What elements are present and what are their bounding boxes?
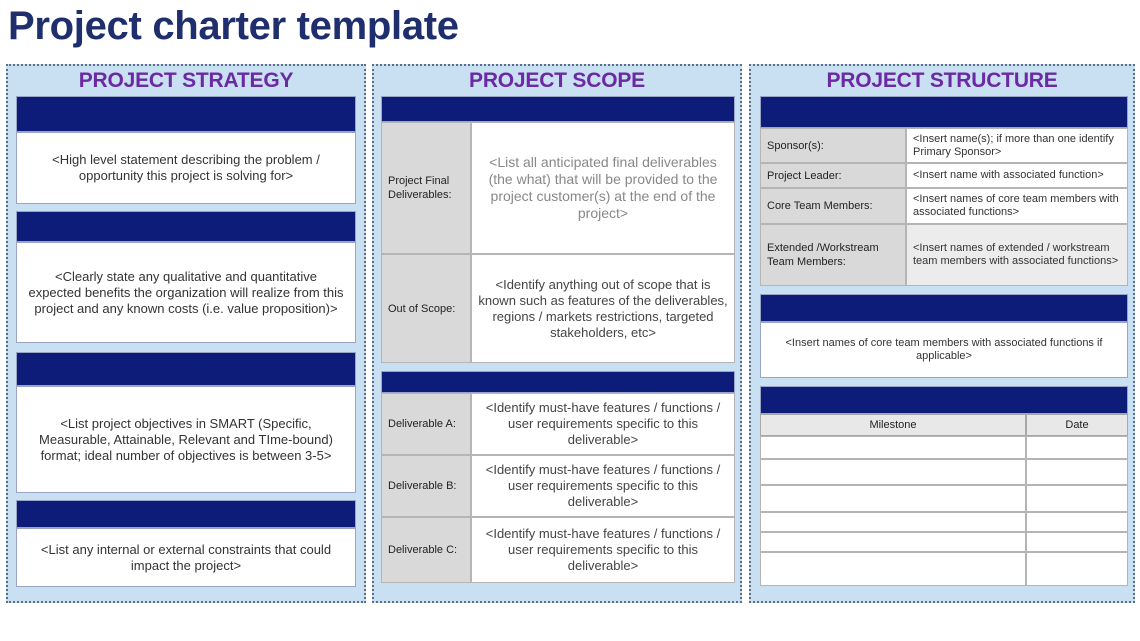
structure-heading: PROJECT STRUCTURE bbox=[826, 69, 1058, 92]
final-deliverables-value: <List all anticipated final deliverables (the what) that will be provided to the project customer(s) at the end of the project> bbox=[471, 122, 735, 254]
core-team-label: Core Team Members: bbox=[760, 188, 906, 224]
date-cell[interactable] bbox=[1026, 459, 1128, 485]
acceptance-criteria-header: Final Deliverables Acceptance Criteria bbox=[381, 371, 735, 393]
milestone-cell[interactable] bbox=[760, 552, 1026, 586]
deliverable-a-value: <Identify must-have features / functions / user requirements specific to this deliverable> bbox=[471, 393, 735, 455]
business-opportunity-header: Business Opportunity bbox=[16, 96, 356, 132]
project-leader-value: <Insert name with associated function> bbox=[906, 163, 1128, 188]
out-of-scope-value: <Identify anything out of scope that is known such as features of the deliverables, regions / markets restrictions, targeted stakeholders, etc> bbox=[471, 254, 735, 363]
core-team-value: <Insert names of core team members with associated functions> bbox=[906, 188, 1128, 224]
scope-heading: PROJECT SCOPE bbox=[469, 69, 645, 92]
constraints-header: Project Constraints bbox=[16, 500, 356, 528]
project-leader-label: Project Leader: bbox=[760, 163, 906, 188]
scope-panel bbox=[372, 64, 742, 603]
constraints-box: <List any internal or external constraints that could impact the project> bbox=[16, 528, 356, 587]
milestone-cell[interactable] bbox=[760, 459, 1026, 485]
objectives-box: <List project objectives in SMART (Specific, Measurable, Attainable, Relevant and TIme-bound) format; ideal number of objectives is between 3-5> bbox=[16, 386, 356, 493]
final-deliverables-label: Project Final Deliverables: bbox=[381, 122, 471, 254]
business-opportunity-box: <High level statement describing the problem / opportunity this project is solving for> bbox=[16, 132, 356, 204]
steering-committee-box: <Insert names of core team members with associated functions if applicable> bbox=[760, 322, 1128, 378]
benefits-box: <Clearly state any qualitative and quantitative expected benefits the organization will realize from this project and any known costs (i.e. value proposition)> bbox=[16, 242, 356, 343]
sponsor-label: Sponsor(s): bbox=[760, 128, 906, 163]
benefits-header: Measurable Benefits and Savings bbox=[16, 211, 356, 242]
milestone-column-header: Milestone bbox=[760, 414, 1026, 436]
date-cell[interactable] bbox=[1026, 485, 1128, 512]
deliverable-b-label: Deliverable B: bbox=[381, 455, 471, 517]
date-cell[interactable] bbox=[1026, 552, 1128, 586]
milestone-cell[interactable] bbox=[760, 485, 1026, 512]
deliverable-c-value: <Identify must-have features / functions / user requirements specific to this deliverable> bbox=[471, 517, 735, 583]
out-of-scope-label: Out of Scope: bbox=[381, 254, 471, 363]
strategy-panel bbox=[6, 64, 366, 603]
sponsor-value: <Insert name(s); if more than one identify Primary Sponsor> bbox=[906, 128, 1128, 163]
deliverable-b-value: <Identify must-have features / functions / user requirements specific to this deliverable> bbox=[471, 455, 735, 517]
deliverable-c-label: Deliverable C: bbox=[381, 517, 471, 583]
milestone-cell[interactable] bbox=[760, 436, 1026, 459]
date-cell[interactable] bbox=[1026, 512, 1128, 532]
milestone-cell[interactable] bbox=[760, 532, 1026, 552]
date-cell[interactable] bbox=[1026, 532, 1128, 552]
deliverable-a-label: Deliverable A: bbox=[381, 393, 471, 455]
final-deliverables-header: Project Final Deliverables & Boundaries bbox=[381, 96, 735, 122]
milestones-header: Key Milestones / Project Roadmap bbox=[760, 386, 1128, 414]
structure-panel bbox=[749, 64, 1135, 603]
extended-team-label: Extended /Workstream Team Members: bbox=[760, 224, 906, 286]
strategy-heading: PROJECT STRATEGY bbox=[78, 69, 294, 92]
milestone-cell[interactable] bbox=[760, 512, 1026, 532]
date-cell[interactable] bbox=[1026, 436, 1128, 459]
steering-committee-header: Steering Committee Members bbox=[760, 294, 1128, 322]
extended-team-value: <Insert names of extended / workstream team members with associated functions> bbox=[906, 224, 1128, 286]
page-title: Project charter template bbox=[8, 4, 459, 48]
project-team-header: Project Team bbox=[760, 96, 1128, 128]
objectives-header: Project Objectives bbox=[16, 352, 356, 386]
date-column-header: Date bbox=[1026, 414, 1128, 436]
